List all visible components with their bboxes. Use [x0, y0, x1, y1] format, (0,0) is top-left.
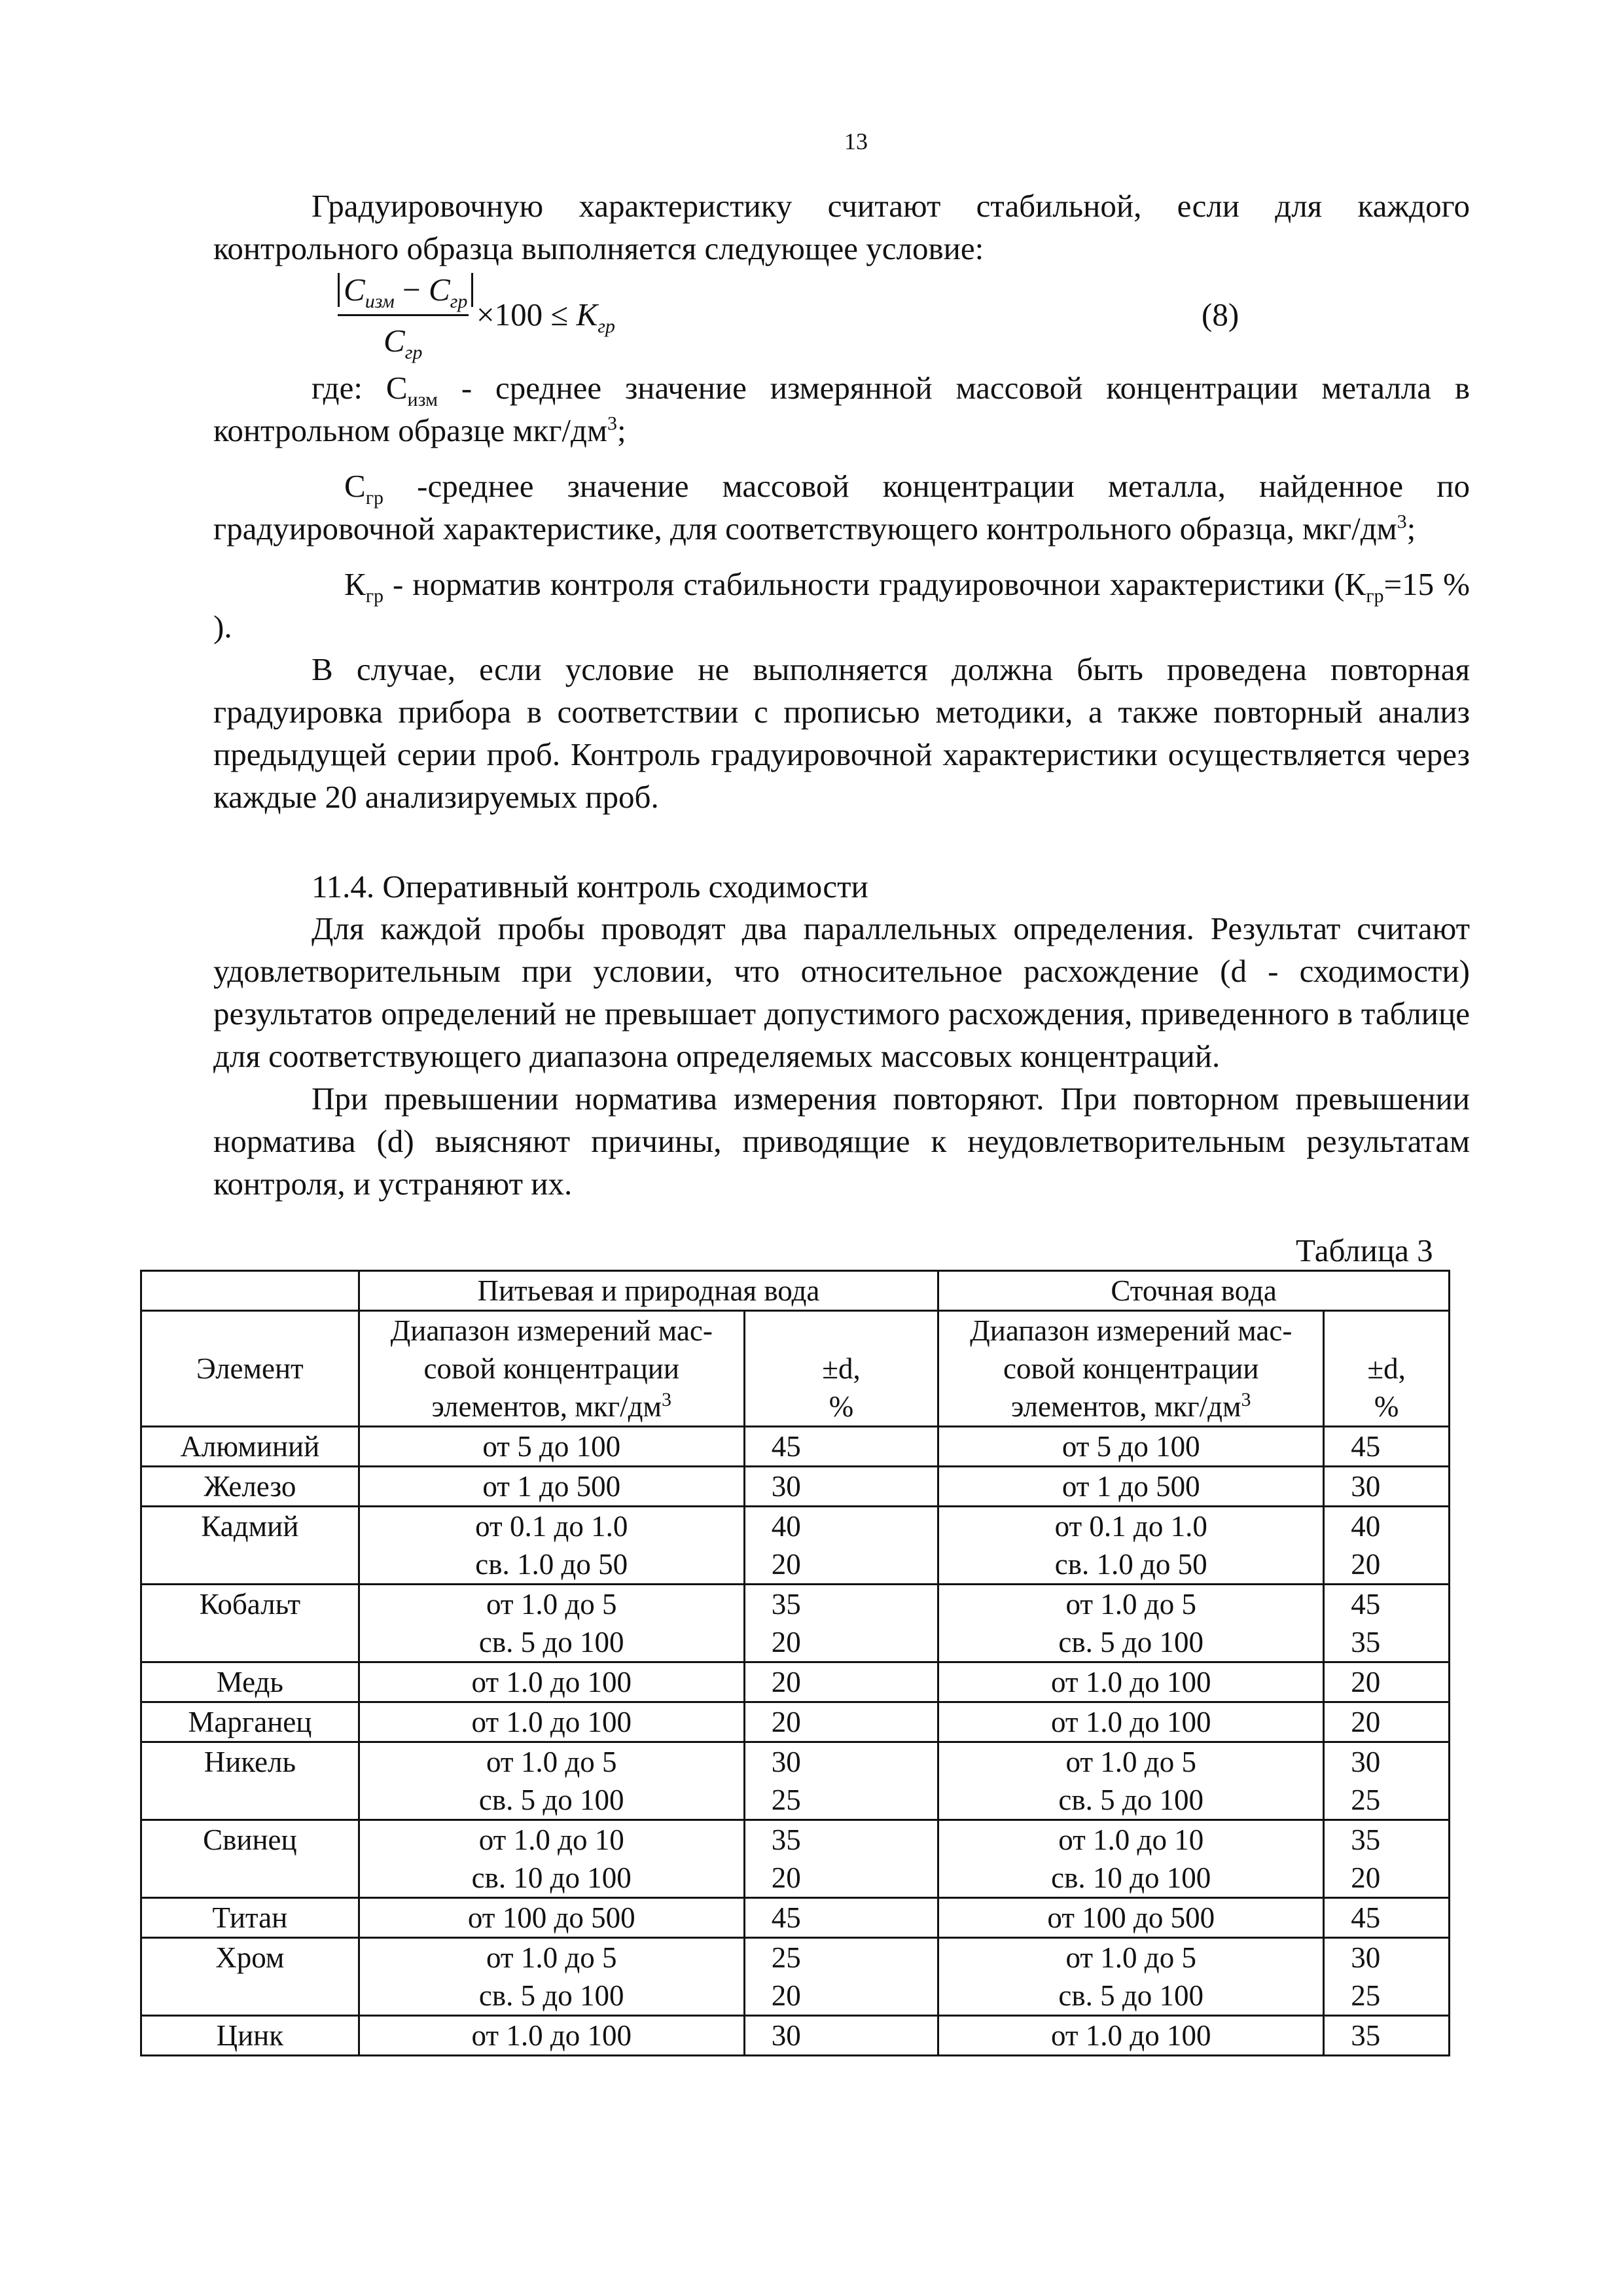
cell-line: от 1.0 до 5: [1065, 1746, 1196, 1778]
cell-line: св. 10 до 100: [471, 1861, 632, 1894]
cell-line: от 1.0 до 100: [471, 1706, 632, 1738]
cell-line: 35: [1351, 1626, 1381, 1659]
cell-line: 20: [771, 1626, 801, 1659]
cell-range-waste: [938, 1427, 1324, 1467]
cell-line: св. 5 до 100: [1058, 1626, 1204, 1659]
cell-range-waste: [938, 1507, 1324, 1585]
cell-line: от 1 до 500: [482, 1470, 621, 1503]
cell-line: 35: [1351, 2019, 1381, 2052]
cell-range-drinking: [359, 1467, 744, 1507]
cell-line: от 1.0 до 100: [1050, 1666, 1211, 1698]
cell-line: от 1.0 до 5: [486, 1588, 617, 1621]
cell-d-waste: [1324, 1702, 1450, 1742]
cell-element: Алюминий: [141, 1427, 359, 1467]
definition-c-gr: $С_{гр}$ -среднее значение массовой концентрации металла, найденное по градуировочной характеристике, для соответствующего контрольного образца, мкг/$дм^3$;: [213, 468, 1470, 547]
cell-d-drinking: [744, 1585, 938, 1662]
cell-line: от 100 до 500: [467, 1901, 635, 1934]
cell-d-drinking: [744, 2016, 938, 2056]
cell-line: 30: [771, 1470, 801, 1503]
cell-d-waste: [1324, 2016, 1450, 2056]
cell-line: от 1.0 до 100: [1050, 2019, 1211, 2052]
cell-line: 45: [771, 1901, 801, 1934]
cell-d-waste: [1324, 1585, 1450, 1662]
cell-line: 30: [771, 1746, 801, 1778]
table-row: [141, 2016, 1450, 2056]
header-drinking-water: Питьевая и природная вода: [359, 1271, 938, 1311]
cell-line: от 1.0 до 100: [471, 2019, 632, 2052]
cell-line: 25: [1351, 1784, 1381, 1816]
cell-line: 45: [1351, 1588, 1381, 1621]
cell-line: св. 5 до 100: [1058, 1784, 1204, 1816]
cell-d-waste: [1324, 1467, 1450, 1507]
cell-range-waste: [938, 1938, 1324, 2016]
cell-line: 45: [771, 1430, 801, 1463]
cell-line: св. 1.0 до 50: [1054, 1548, 1207, 1581]
cell-d-waste: [1324, 1662, 1450, 1702]
cell-line: от 1.0 до 100: [1050, 1706, 1211, 1738]
formula-fraction-line: [338, 314, 469, 316]
cell-line: от 1.0 до 5: [486, 1746, 617, 1778]
cell-line: 30: [1351, 1470, 1381, 1503]
cell-range-drinking: [359, 1662, 744, 1702]
cell-line: от 100 до 500: [1047, 1901, 1215, 1934]
definition-c-izm: где: $С_{изм}$ - среднее значение измерянной массовой концентрации металла в контрольном образце мкг/$дм^3$;: [213, 370, 1470, 448]
page-number: 13: [844, 128, 868, 154]
cell-line: 20: [771, 1548, 801, 1581]
cell-line: 30: [1351, 1746, 1381, 1778]
cell-line: 20: [771, 1979, 801, 2012]
cell-range-waste: [938, 1742, 1324, 1820]
table-row: [141, 1467, 1450, 1507]
header-range-1: Диапазон измерений мас- совой концентрации элементов, мкг/$дм^3$: [359, 1311, 744, 1427]
cell-range-drinking: [359, 1742, 744, 1820]
table-header-row-groups: [141, 1271, 1450, 1311]
cell-d-waste: [1324, 1742, 1450, 1820]
cell-d-drinking: [744, 1898, 938, 1938]
cell-line: 20: [1351, 1861, 1381, 1894]
cell-line: от 1.0 до 10: [478, 1823, 624, 1856]
cell-line: от 1.0 до 5: [486, 1941, 617, 1974]
cell-line: 30: [1351, 1941, 1381, 1974]
formula-numerator: $C_{изм} - C_{гр}$: [338, 268, 473, 311]
cell-element: Кадмий: [141, 1507, 359, 1585]
cell-element: Титан: [141, 1898, 359, 1938]
cell-range-drinking: [359, 1702, 744, 1742]
cell-line: св. 1.0 до 50: [475, 1548, 628, 1581]
table-row: [141, 1507, 1450, 1585]
header-d-2: ±d, %: [1324, 1311, 1450, 1427]
cell-line: от 0.1 до 1.0: [475, 1510, 628, 1543]
cell-d-waste: [1324, 1820, 1450, 1898]
header-element: Элемент: [141, 1311, 359, 1427]
cell-d-drinking: [744, 1742, 938, 1820]
cell-line: от 1.0 до 5: [1065, 1941, 1196, 1974]
cell-d-drinking: [744, 1820, 938, 1898]
cell-line: 25: [771, 1941, 801, 1974]
formula-inequality: $\times 100 \le K_{гр}$: [476, 296, 615, 337]
cell-range-waste: [938, 1820, 1324, 1898]
cell-line: 20: [771, 1666, 801, 1698]
cell-line: 20: [771, 1861, 801, 1894]
cell-range-waste: [938, 1662, 1324, 1702]
cell-range-drinking: [359, 1585, 744, 1662]
cell-d-drinking: [744, 1507, 938, 1585]
definition-k-gr: $К_{гр}$ - норматив контроля стабильности градуировочнои характеристики ($К_{гр}=15$ % ).: [213, 566, 1471, 645]
table-row: [141, 1427, 1450, 1467]
section-title: 11.4. Оперативный контроль сходимости: [312, 869, 868, 905]
header-range-2: Диапазон измерений мас- совой концентрации элементов, мкг/$дм^3$: [938, 1311, 1324, 1427]
cell-element: Кобальт: [141, 1585, 359, 1662]
formula-8: [213, 268, 1470, 367]
table-caption: Таблица 3: [1296, 1232, 1433, 1268]
intro-paragraph-block: [213, 185, 1470, 270]
repeat-measurement-paragraph: При превышении норматива измерения повторяют. При повторном превышении норматива (d) выясняют причины, приводящие к неудовлетворительным результатам контроля, и устраняют их.: [213, 1081, 1470, 1202]
header-empty-cell: [141, 1271, 359, 1311]
cell-line: св. 5 до 100: [478, 1626, 624, 1659]
cell-element: Свинец: [141, 1820, 359, 1898]
table-row: [141, 1820, 1450, 1898]
cell-d-waste: [1324, 1427, 1450, 1467]
cell-line: 35: [771, 1823, 801, 1856]
cell-line: св. 10 до 100: [1051, 1861, 1211, 1894]
cell-line: 45: [1351, 1901, 1381, 1934]
cell-line: 20: [771, 1706, 801, 1738]
cell-line: св. 5 до 100: [478, 1979, 624, 2012]
stability-condition-paragraph: Градуировочную характеристику считают стабильной, если для каждого контрольного образца выполняется следующее условие:: [213, 188, 1470, 266]
table-row: [141, 1702, 1450, 1742]
table-row: [141, 1938, 1450, 2016]
cell-d-drinking: [744, 1702, 938, 1742]
table-row: [141, 1662, 1450, 1702]
cell-line: от 5 до 100: [482, 1430, 621, 1463]
cell-d-waste: [1324, 1507, 1450, 1585]
table-header-row-columns: [141, 1311, 1450, 1427]
cell-line: 20: [1351, 1706, 1381, 1738]
cell-range-drinking: [359, 2016, 744, 2056]
cell-range-drinking: [359, 1507, 744, 1585]
cell-line: от 1.0 до 5: [1065, 1588, 1196, 1621]
cell-element: Медь: [141, 1662, 359, 1702]
cell-range-drinking: [359, 1938, 744, 2016]
cell-line: от 1.0 до 10: [1058, 1823, 1204, 1856]
cell-element: Марганец: [141, 1702, 359, 1742]
cell-range-waste: [938, 1585, 1324, 1662]
cell-element: Цинк: [141, 2016, 359, 2056]
repeat-calibration-paragraph: В случае, если условие не выполняется должна быть проведена повторная градуировка прибора в соответствии с прописью методики, а также повторный анализ предыдущей серии проб. Контроль градуировочной характеристики осуществляется через каждые 20 анализируемых проб.: [213, 651, 1470, 815]
cell-line: от 5 до 100: [1061, 1430, 1200, 1463]
cell-line: от 0.1 до 1.0: [1054, 1510, 1207, 1543]
cell-line: 30: [771, 2019, 801, 2052]
cell-d-drinking: [744, 1662, 938, 1702]
cell-line: от 1 до 500: [1061, 1470, 1200, 1503]
cell-element: Хром: [141, 1938, 359, 2016]
cell-range-drinking: [359, 1427, 744, 1467]
cell-line: 20: [1351, 1666, 1381, 1698]
convergence-paragraph: Для каждой пробы проводят два параллельных определения. Результат считают удовлетворительным при условии, что относительное расхождение (d - сходимости) результатов определений не превышает допустимого расхождения, приведенного в таблице для соответствующего диапазона определяемых массовых концентраций.: [213, 910, 1470, 1074]
table-row: [141, 1898, 1450, 1938]
cell-d-drinking: [744, 1427, 938, 1467]
cell-line: 40: [1351, 1510, 1381, 1543]
cell-element: Железо: [141, 1467, 359, 1507]
cell-d-drinking: [744, 1467, 938, 1507]
formula-denominator: $C_{гр}$: [383, 323, 423, 363]
table-body: [141, 1427, 1450, 2056]
cell-line: 35: [771, 1588, 801, 1621]
cell-range-drinking: [359, 1820, 744, 1898]
cell-line: 25: [771, 1784, 801, 1816]
cell-line: св. 5 до 100: [478, 1784, 624, 1816]
cell-element: Никель: [141, 1742, 359, 1820]
header-waste-water: Сточная вода: [938, 1271, 1450, 1311]
cell-range-waste: [938, 1467, 1324, 1507]
cell-d-drinking: [744, 1938, 938, 2016]
variable-definitions: [213, 367, 1470, 818]
cell-line: 25: [1351, 1979, 1381, 2012]
cell-range-waste: [938, 2016, 1324, 2056]
equation-number: (8): [1202, 296, 1240, 332]
table-row: [141, 1585, 1450, 1662]
cell-range-waste: [938, 1702, 1324, 1742]
cell-line: св. 5 до 100: [1058, 1979, 1204, 2012]
cell-line: 40: [771, 1510, 801, 1543]
cell-line: 20: [1351, 1548, 1381, 1581]
cell-range-waste: [938, 1898, 1324, 1938]
cell-d-waste: [1324, 1898, 1450, 1938]
header-d-1: ±d, %: [744, 1311, 938, 1427]
cell-d-waste: [1324, 1938, 1450, 2016]
convergence-table: [140, 1270, 1450, 2056]
section-body: [213, 907, 1470, 1205]
cell-line: 45: [1351, 1430, 1381, 1463]
cell-line: от 1.0 до 100: [471, 1666, 632, 1698]
cell-line: 35: [1351, 1823, 1381, 1856]
table-row: [141, 1742, 1450, 1820]
cell-range-drinking: [359, 1898, 744, 1938]
